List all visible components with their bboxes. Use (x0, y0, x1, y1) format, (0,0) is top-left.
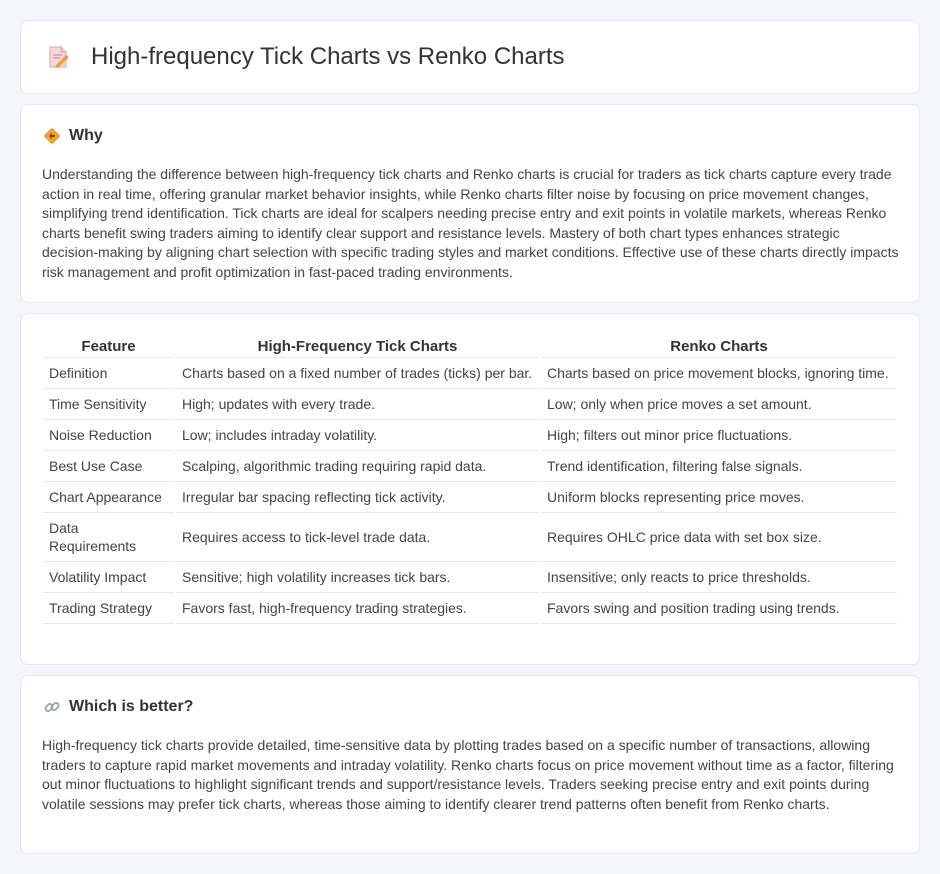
table-row (43, 513, 897, 562)
table-row (43, 451, 897, 482)
table-row (43, 389, 897, 420)
diamond-arrows-icon (43, 127, 61, 145)
why-heading (43, 127, 103, 145)
why-section (20, 104, 920, 303)
better-text: High-frequency tick charts provide detailed, time-sensitive data by plotting trades based on a specific number of transactions, allowing traders to capture rapid market movements and intraday volatility. Renko charts focus on price movement without time as a factor, filtering out minor fluctuations to highlight significant trends and support/resistance levels. Traders seeking precise entry and exit points during volatile sessions may prefer tick charts, whereas those aiming to identify clearer trend patterns often benefit from Renko charts. (42, 737, 894, 812)
comparison-table (41, 334, 899, 624)
feature-cell: Definition (43, 358, 174, 389)
header-card (20, 20, 920, 94)
feature-cell: Chart Appearance (43, 482, 174, 513)
table-row (43, 358, 897, 389)
renko-cell: Trend identification, filtering false signals. (541, 451, 897, 482)
feature-cell: Best Use Case (43, 451, 174, 482)
table-row (43, 482, 897, 513)
renko-cell: Low; only when price moves a set amount. (541, 389, 897, 420)
table-header-row (43, 334, 897, 358)
better-heading (43, 698, 193, 716)
renko-cell: High; filters out minor price fluctuations. (541, 420, 897, 451)
page-title: High-frequency Tick Charts vs Renko Charts (91, 43, 565, 70)
better-title: Which is better? (69, 698, 194, 715)
tick-cell: High; updates with every trade. (176, 389, 539, 420)
table-row (43, 562, 897, 593)
link-icon (43, 698, 61, 716)
renko-cell: Charts based on price movement blocks, ignoring time. (541, 358, 897, 389)
which-is-better-section (20, 675, 920, 854)
renko-cell: Uniform blocks representing price moves. (541, 482, 897, 513)
title-row (45, 43, 565, 71)
feature-cell: Volatility Impact (43, 562, 174, 593)
column-header-tick-charts: High-Frequency Tick Charts (176, 334, 539, 358)
renko-cell: Insensitive; only reacts to price thresholds. (541, 562, 897, 593)
tick-cell: Charts based on a fixed number of trades (ticks) per bar. (176, 358, 539, 389)
column-header-renko-charts: Renko Charts (541, 334, 897, 358)
tick-cell: Sensitive; high volatility increases tick bars. (176, 562, 539, 593)
tick-cell: Requires access to tick-level trade data. (176, 513, 539, 562)
feature-cell: Data Requirements (43, 513, 174, 562)
renko-cell: Favors swing and position trading using trends. (541, 593, 897, 624)
tick-cell: Low; includes intraday volatility. (176, 420, 539, 451)
column-header-feature: Feature (43, 334, 174, 358)
comparison-section (20, 313, 920, 665)
tick-cell: Favors fast, high-frequency trading strategies. (176, 593, 539, 624)
why-title: Why (69, 127, 103, 144)
table-row (43, 420, 897, 451)
feature-cell: Noise Reduction (43, 420, 174, 451)
renko-cell: Requires OHLC price data with set box size. (541, 513, 897, 562)
feature-cell: Time Sensitivity (43, 389, 174, 420)
why-text: Understanding the difference between high-frequency tick charts and Renko charts is crucial for traders as tick charts capture every trade action in real time, offering granular market behavior insights, while Renko charts filter noise by focusing on price movement changes, simplifying trend identification. Tick charts are ideal for scalpers needing precise entry and exit points in volatile markets, whereas Renko charts benefit swing traders aiming to identify clear support and resistance levels. Mastery of both chart types enhances strategic decision-making by aligning chart selection with specific trading styles and market conditions. Effective use of these charts directly impacts risk management and profit optimization in fast-paced trading environments. (42, 166, 899, 280)
tick-cell: Scalping, algorithmic trading requiring rapid data. (176, 451, 539, 482)
tick-cell: Irregular bar spacing reflecting tick activity. (176, 482, 539, 513)
table-row (43, 593, 897, 624)
feature-cell: Trading Strategy (43, 593, 174, 624)
document-pencil-icon (45, 44, 71, 70)
